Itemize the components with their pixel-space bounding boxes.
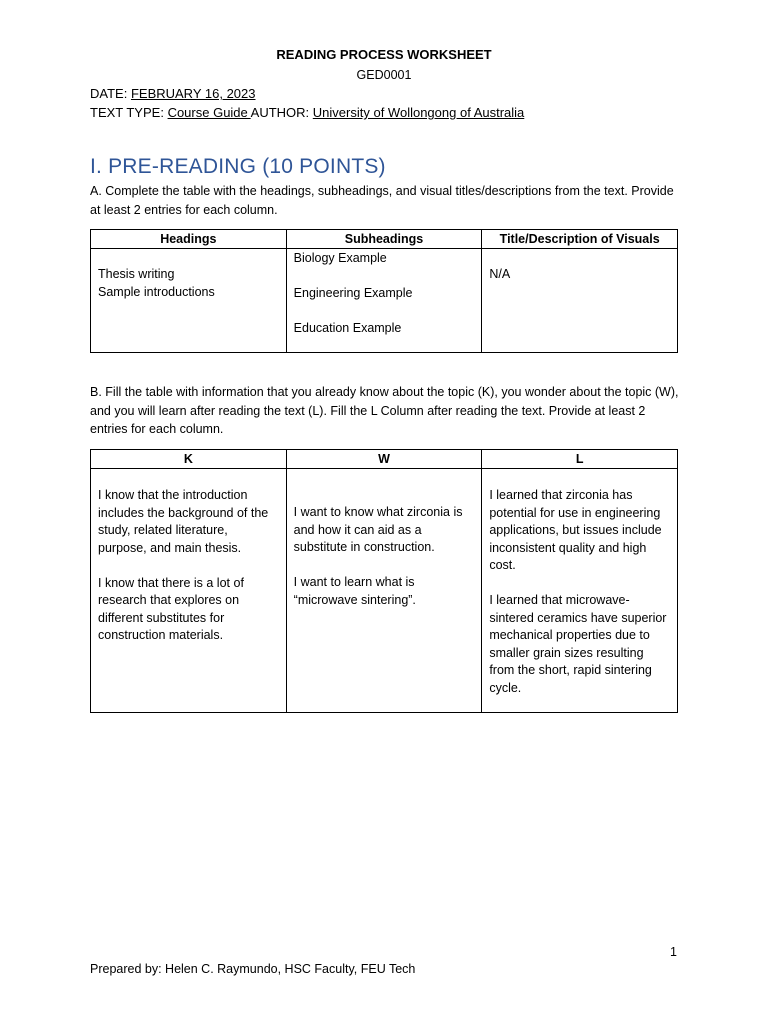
page-number: 1 (670, 945, 677, 959)
text-type-line (90, 105, 524, 120)
column-header-w: W (286, 450, 482, 469)
kwl-table (90, 449, 678, 713)
column-header-subheadings: Subheadings (286, 230, 482, 249)
visuals-cell (482, 249, 678, 353)
list-item: I learned that microwave-sintered ceramics have superior mechanical properties due to smaller grain sizes resulting from the short, rapid sintering cycle. (489, 593, 667, 695)
column-header-headings: Headings (91, 230, 287, 249)
list-item: Education Example (293, 321, 402, 335)
subheadings-cell (286, 249, 482, 353)
date-label: DATE: (90, 86, 128, 101)
document-title: READING PROCESS WORKSHEET (276, 47, 492, 62)
list-item: Engineering Example (293, 286, 413, 300)
list-item: I want to learn what is “microwave sintering”. (293, 575, 416, 607)
instruction-b: B. Fill the table with information that you already know about the topic (K), you wonder about the topic (W), and you will learn after reading the text (L). Fill the L Column after reading the text. Provide at least 2 entries for each column. (90, 385, 679, 436)
list-item: Sample introductions (98, 284, 215, 299)
table-header-row (91, 450, 678, 469)
text-type-value: Course Guide (167, 105, 251, 120)
l-cell (482, 469, 678, 713)
date-line (90, 86, 256, 101)
list-item: I know that the introduction includes the background of the study, related literature, purpose, and main thesis. (98, 488, 269, 555)
table-header-row (91, 230, 678, 249)
column-header-l: L (482, 450, 678, 469)
prepared-by: Prepared by: Helen C. Raymundo, HSC Faculty, FEU Tech (90, 962, 416, 976)
date-value: FEBRUARY 16, 2023 (130, 86, 256, 101)
instruction-a: A. Complete the table with the headings, subheadings, and visual titles/descriptions from the text. Provide at least 2 entries for each column. (90, 184, 674, 217)
table-row (91, 469, 678, 713)
text-type-label: TEXT TYPE: (90, 105, 164, 120)
list-item: Biology Example (293, 251, 387, 265)
headings-table (90, 229, 678, 353)
author-value: University of Wollongong of Australia (312, 105, 525, 120)
column-header-visuals: Title/Description of Visuals (482, 230, 678, 249)
k-cell (91, 469, 287, 713)
list-item: I learned that zirconia has potential for use in engineering applications, but issues include inconsistent quality and high cost. (489, 488, 662, 572)
w-cell (286, 469, 482, 713)
headings-cell (91, 249, 287, 353)
list-item: I know that there is a lot of research that explores on different substitutes for construction materials. (98, 575, 244, 642)
author-label: AUTHOR: (250, 105, 310, 120)
section-heading: I. PRE-READING (10 POINTS) (90, 155, 386, 178)
list-item: N/A (489, 267, 511, 281)
list-item: I want to know what zirconia is and how it can aid as a substitute in construction. (293, 505, 463, 554)
list-item: Thesis writing (98, 267, 175, 281)
column-header-k: K (91, 450, 287, 469)
table-row (91, 249, 678, 353)
course-code: GED0001 (356, 68, 412, 82)
